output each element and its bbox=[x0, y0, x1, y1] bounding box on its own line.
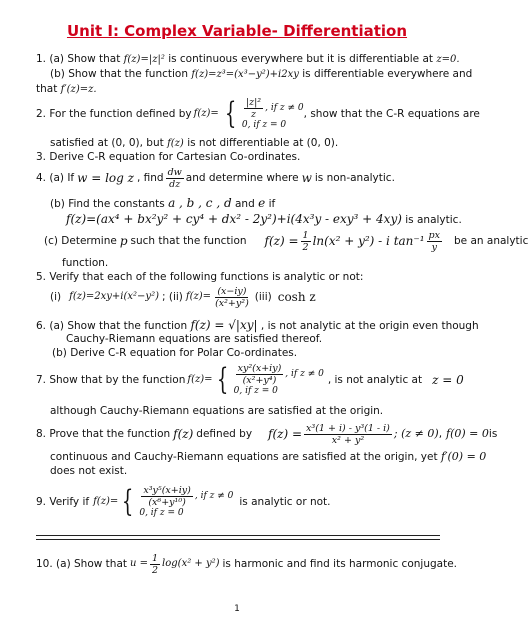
q4c-post: be an analytic bbox=[454, 235, 528, 247]
question-4c bbox=[44, 226, 528, 256]
q2-text: , show that the C-R equations are bbox=[303, 108, 480, 120]
q8-den: x² + y² bbox=[331, 434, 365, 446]
q4b-prefix: (b) Find the constants bbox=[50, 198, 165, 210]
q2-case2: 0, if z = 0 bbox=[241, 120, 287, 130]
q4b-e: e bbox=[258, 196, 266, 210]
q7-brace-icon: { bbox=[216, 362, 228, 397]
q5-ii-lhs: f(z)= bbox=[185, 291, 212, 302]
q2-prefix: 2. For the function defined by bbox=[36, 108, 192, 120]
q2-line2: satisfied at (0, 0), but bbox=[50, 137, 164, 149]
q8-lhs: f(z) = bbox=[268, 427, 303, 441]
q8-line2-math: f′(0) = 0 bbox=[440, 450, 487, 463]
q5-ii-den: (x²+y²) bbox=[215, 297, 249, 309]
q4c-p: p bbox=[119, 234, 128, 248]
question-1b-cont bbox=[36, 82, 97, 97]
q9-piecewise bbox=[118, 485, 233, 519]
q2-case1: , if z ≠ 0 bbox=[265, 103, 304, 113]
q7-case1: , if z ≠ 0 bbox=[285, 369, 324, 379]
q10-half-num: 1 bbox=[152, 552, 159, 564]
q9-prefix: 9. Verify if bbox=[36, 496, 90, 508]
q4a-w: w bbox=[301, 171, 312, 185]
page-number: 1 bbox=[234, 604, 240, 614]
q9-text: is analytic or not. bbox=[239, 496, 331, 508]
q4c-half-num: 1 bbox=[302, 229, 309, 241]
q1a-math: f(z)=|z|² bbox=[123, 54, 165, 65]
q7-piecewise bbox=[213, 363, 324, 397]
question-3: 3. Derive C-R equation for Cartesian Co-ordinates. bbox=[36, 151, 301, 163]
q1a-end: z=0. bbox=[436, 54, 460, 65]
q8-line3: does not exist. bbox=[50, 465, 128, 477]
q2-line2-post: is not differentiable at (0, 0). bbox=[187, 137, 339, 149]
q7-num: xy²(x+iy) bbox=[237, 363, 282, 374]
q1a-prefix: 1. (a) Show that bbox=[36, 53, 121, 65]
q9-brace-icon: { bbox=[122, 484, 134, 519]
q4c-line2: function. bbox=[62, 257, 109, 269]
q5-i-math: f(z)=2xy+i(x²−y²) bbox=[69, 291, 159, 302]
q10-rhs: log(x² + y²) bbox=[162, 558, 220, 569]
q7-lhs: f(z)= bbox=[187, 374, 213, 385]
q5-ii: ; (ii) bbox=[162, 291, 183, 303]
q4c-y: y bbox=[431, 241, 437, 253]
section-divider bbox=[36, 535, 440, 540]
q9-case2: 0, if z = 0 bbox=[139, 508, 184, 518]
q1b-prefix: (b) Show that the function bbox=[50, 68, 188, 80]
question-10 bbox=[36, 550, 457, 578]
q2-fz: f(z)= bbox=[193, 108, 219, 119]
q6a-text: , is not analytic at the origin even though bbox=[260, 320, 479, 332]
q10-text: is harmonic and find its harmonic conjugate. bbox=[222, 558, 457, 570]
question-1b bbox=[50, 67, 472, 82]
question-8 bbox=[36, 418, 497, 450]
q9-num: x³y⁵(x+iy) bbox=[143, 485, 191, 496]
q2-num: |z|² bbox=[245, 97, 262, 108]
q8-cond: ; (z ≠ 0) bbox=[393, 427, 439, 440]
question-4b bbox=[50, 196, 275, 211]
q4c-px: px bbox=[428, 229, 440, 241]
q7-text: , is not analytic at bbox=[327, 374, 423, 386]
q8-fz: f(z) bbox=[173, 427, 194, 441]
q8-prefix: 8. Prove that the function bbox=[36, 428, 171, 440]
q4c-prefix: (c) Determine bbox=[44, 235, 117, 247]
q9-den: (x⁶+y¹⁰) bbox=[148, 497, 186, 508]
q6a-math: f(z) = √|xy| bbox=[190, 318, 258, 332]
question-6b: (b) Derive C-R equation for Polar Co-ordinates. bbox=[52, 347, 298, 359]
q10-lhs: u = bbox=[130, 558, 148, 569]
q4b-formula: f(z)=(ax⁴ + bx²y² + cy⁴ + dx² - 2y²)+i(4x³y - exy³ + 4xy) bbox=[66, 212, 402, 226]
q7-line2: although Cauchy-Riemann equations are satisfied at the origin. bbox=[50, 405, 384, 417]
q1a-text: is continuous everywhere but it is differentiable at bbox=[168, 53, 433, 65]
q1b2-prefix: that bbox=[36, 83, 58, 95]
q1b-text: is differentiable everywhere and bbox=[302, 68, 473, 80]
q4c-lhs: f(z) = bbox=[264, 234, 299, 248]
q5-iii-math: cosh z bbox=[277, 290, 316, 304]
question-2 bbox=[36, 96, 480, 132]
q8-line2 bbox=[50, 450, 486, 464]
q8-num: x³(1 + i) - y³(1 - i) bbox=[306, 422, 390, 434]
q4b-post: is analytic. bbox=[405, 214, 462, 226]
q1b-math: f(z)=z³=(x³−y²)+i2xy bbox=[191, 69, 299, 80]
q2-line2-math: f(z) bbox=[167, 138, 184, 149]
q8-line2-text: continuous and Cauchy-Riemann equations are satisfied at the origin, yet bbox=[50, 451, 438, 463]
q7-prefix: 7. Show that by the function bbox=[36, 374, 186, 386]
q4a-end: is non-analytic. bbox=[314, 172, 395, 184]
question-6a bbox=[36, 318, 479, 333]
question-1a bbox=[36, 52, 460, 67]
q6a-prefix: 6. (a) Show that the function bbox=[36, 320, 188, 332]
q4c-mid: such that the function bbox=[130, 235, 247, 247]
question-9 bbox=[36, 480, 331, 524]
q5-iii: (iii) bbox=[254, 291, 272, 303]
q10-half-den: 2 bbox=[152, 564, 159, 576]
q4b-if: if bbox=[268, 198, 276, 210]
question-2-cont bbox=[50, 136, 338, 151]
question-5: 5. Verify that each of the following functions is analytic or not: bbox=[36, 271, 364, 283]
question-7 bbox=[36, 360, 464, 400]
q9-lhs: f(z)= bbox=[93, 496, 119, 507]
q7-case2: 0, if z = 0 bbox=[233, 386, 278, 396]
q4a-text: and determine where bbox=[185, 172, 299, 184]
q6a-line2: Cauchy-Riemann equations are satisfied thereof. bbox=[66, 333, 323, 345]
q1b2-math: f′(z)=z. bbox=[60, 84, 97, 95]
q8-mid: defined by bbox=[196, 428, 253, 440]
q4a-find: , find bbox=[136, 172, 164, 184]
q8-comma: , bbox=[438, 428, 443, 440]
q4a-prefix: 4. (a) If bbox=[36, 172, 75, 184]
q8-is: is bbox=[488, 428, 498, 440]
q8-f0: f(0) = 0 bbox=[446, 427, 489, 440]
question-4a bbox=[36, 164, 395, 192]
q4c-half-den: 2 bbox=[302, 241, 309, 253]
q7-at: z = 0 bbox=[432, 373, 464, 387]
q4a-math: w = log z bbox=[77, 171, 134, 185]
q2-brace-icon: { bbox=[224, 96, 237, 131]
page-title: Unit I: Complex Variable- Differentiation bbox=[66, 22, 408, 40]
q4a-dz: dz bbox=[169, 178, 181, 190]
question-5-parts bbox=[50, 284, 316, 310]
q4c-formula: ln(x² + y²) - i tan⁻¹ bbox=[312, 234, 425, 248]
q4b-and: and bbox=[235, 198, 255, 210]
q10-prefix: 10. (a) Show that bbox=[36, 558, 127, 570]
q7-den: (x²+y⁴) bbox=[242, 375, 277, 386]
q9-case1: , if z ≠ 0 bbox=[194, 491, 234, 501]
q5-i: (i) bbox=[50, 291, 62, 303]
question-4b-formula bbox=[66, 212, 462, 227]
q2-piecewise bbox=[221, 97, 304, 131]
q5-ii-num: (x−iy) bbox=[217, 285, 247, 297]
q4b-consts: a , b , c , d bbox=[168, 196, 232, 210]
q4a-dw: dw bbox=[167, 166, 182, 178]
q2-den: z bbox=[250, 109, 256, 120]
